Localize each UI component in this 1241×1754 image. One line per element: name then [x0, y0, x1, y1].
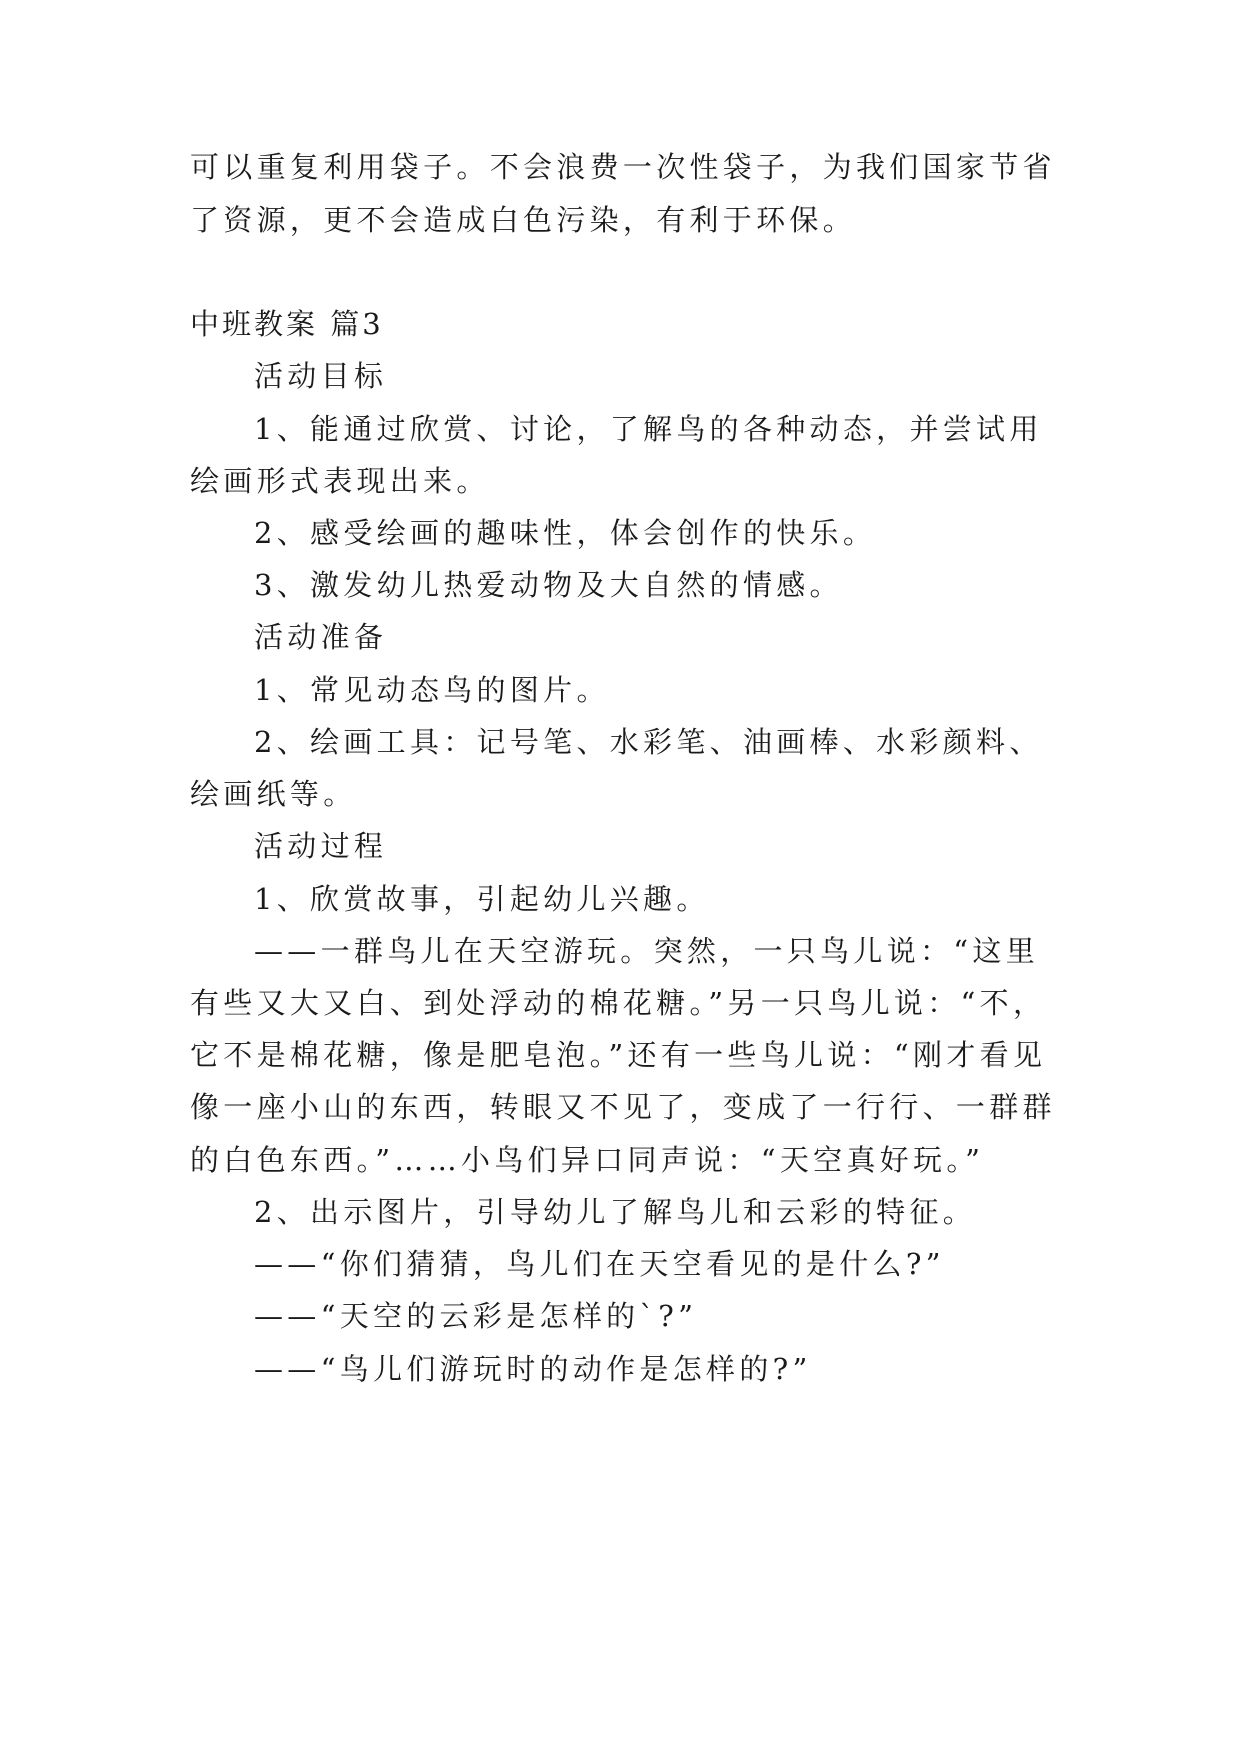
story-line-1: ——一群鸟儿在天空游玩。突然，一只鸟儿说：“这里	[254, 934, 1040, 968]
story-line-3: 它不是棉花糖，像是肥皂泡。”还有一些鸟儿说：“刚才看见	[190, 1038, 1047, 1072]
process-step-2: 2、出示图片，引导幼儿了解鸟儿和云彩的特征。	[254, 1195, 977, 1229]
goals-heading: 活动目标	[254, 359, 388, 393]
story-line-5: 的白色东西。”……小鸟们异口同声说：“天空真好玩。”	[190, 1143, 985, 1177]
goal-item-2: 2、感受绘画的趣味性，体会创作的快乐。	[254, 516, 877, 550]
process-heading: 活动过程	[254, 829, 388, 863]
story-line-4: 像一座小山的东西，转眼又不见了，变成了一行行、一群群	[190, 1090, 1056, 1124]
goal-item-1-line-2: 绘画形式表现出来。	[190, 464, 490, 498]
intro-line-1: 可以重复利用袋子。不会浪费一次性袋子，为我们国家节省	[190, 150, 1056, 184]
goal-item-3: 3、激发幼儿热爱动物及大自然的情感。	[254, 568, 843, 602]
preparation-item-2-line-2: 绘画纸等。	[190, 777, 357, 811]
question-3: ——“鸟儿们游玩时的动作是怎样的?”	[254, 1352, 812, 1386]
intro-line-2: 了资源，更不会造成白色污染，有利于环保。	[190, 203, 857, 237]
question-1: ——“你们猜猜，鸟儿们在天空看见的是什么?”	[254, 1247, 945, 1281]
preparation-item-1: 1、常见动态鸟的图片。	[254, 673, 610, 707]
question-2: ——“天空的云彩是怎样的`?”	[254, 1299, 698, 1333]
section-title: 中班教案 篇3	[190, 307, 384, 341]
preparation-heading: 活动准备	[254, 620, 388, 654]
story-line-2: 有些又大又白、到处浮动的棉花糖。”另一只鸟儿说：“不，	[190, 986, 1047, 1020]
process-step-1: 1、欣赏故事，引起幼儿兴趣。	[254, 882, 710, 916]
preparation-item-2-line-1: 2、绘画工具：记号笔、水彩笔、油画棒、水彩颜料、	[254, 725, 1043, 759]
goal-item-1-line-1: 1、能通过欣赏、讨论，了解鸟的各种动态，并尝试用	[254, 412, 1043, 446]
